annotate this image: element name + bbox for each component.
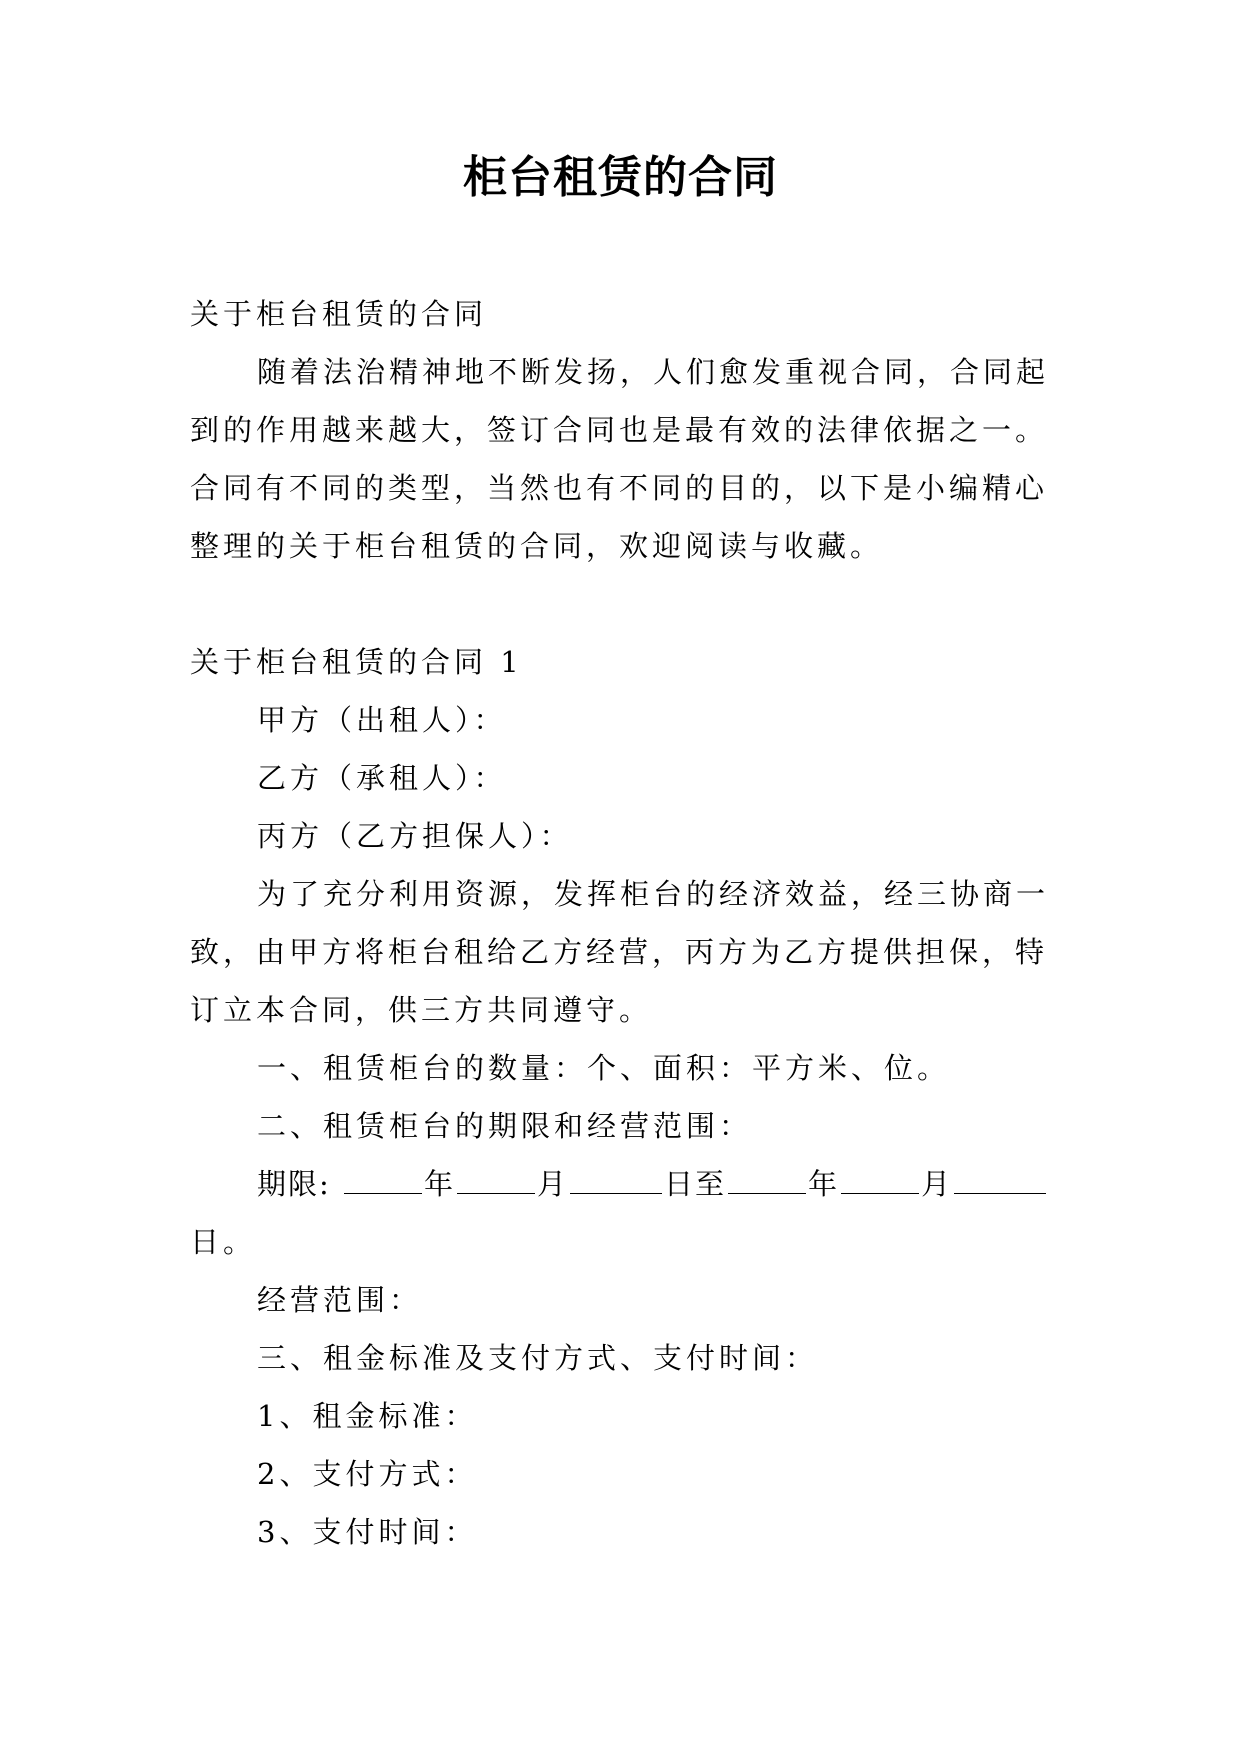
rent-item-2: 2、支付方式： <box>257 1457 478 1491</box>
party-c-line: 丙方（乙方担保人）： <box>257 819 573 853</box>
period-end-line: 日。 <box>190 1225 257 1259</box>
start-year-unit: 年 <box>424 1167 456 1201</box>
purpose-line-2: 致，由甲方将柜台租给乙方经营，丙方为乙方提供担保，特 <box>190 935 1049 969</box>
party-a-line: 甲方（出租人）： <box>257 703 507 737</box>
start-day-blank <box>570 1165 662 1194</box>
rent-item-1: 1、租金标准： <box>257 1399 478 1433</box>
party-b-line: 乙方（承租人）： <box>257 761 507 795</box>
section-heading: 关于柜台租赁的合同 1 <box>190 645 523 679</box>
intro-line-2: 到的作用越来越大，签订合同也是最有效的法律依据之一。 <box>190 413 1049 447</box>
end-month-blank <box>841 1165 919 1194</box>
intro-line-4: 整理的关于柜台租赁的合同，欢迎阅读与收藏。 <box>190 529 884 563</box>
end-month-unit: 月 <box>921 1167 953 1201</box>
rent-item-3: 3、支付时间： <box>257 1515 478 1549</box>
period-label: 期限: <box>257 1167 331 1201</box>
period-line <box>257 1164 1048 1204</box>
clause-3: 三、租金标准及支付方式、支付时间： <box>257 1341 819 1375</box>
end-year-unit: 年 <box>808 1167 840 1201</box>
clause-2: 二、租赁柜台的期限和经营范围： <box>257 1109 753 1143</box>
purpose-line-3: 订立本合同，供三方共同遵守。 <box>190 993 653 1027</box>
document-title: 柜台租赁的合同 <box>463 152 778 203</box>
start-month-unit: 月 <box>537 1167 569 1201</box>
start-year-blank <box>344 1165 422 1194</box>
intro-heading: 关于柜台租赁的合同 <box>190 297 488 331</box>
day-to-text: 日至 <box>664 1167 727 1201</box>
clause-1: 一、租赁柜台的数量：个、面积：平方米、位。 <box>257 1051 951 1085</box>
intro-line-1: 随着法治精神地不断发扬，人们愈发重视合同，合同起 <box>257 355 1050 389</box>
purpose-line-1: 为了充分利用资源，发挥柜台的经济效益，经三协商一 <box>257 877 1050 911</box>
business-scope: 经营范围： <box>257 1283 423 1317</box>
start-month-blank <box>457 1165 535 1194</box>
end-day-blank <box>954 1165 1046 1194</box>
intro-line-3: 合同有不同的类型，当然也有不同的目的，以下是小编精心 <box>190 471 1049 505</box>
end-year-blank <box>728 1165 806 1194</box>
